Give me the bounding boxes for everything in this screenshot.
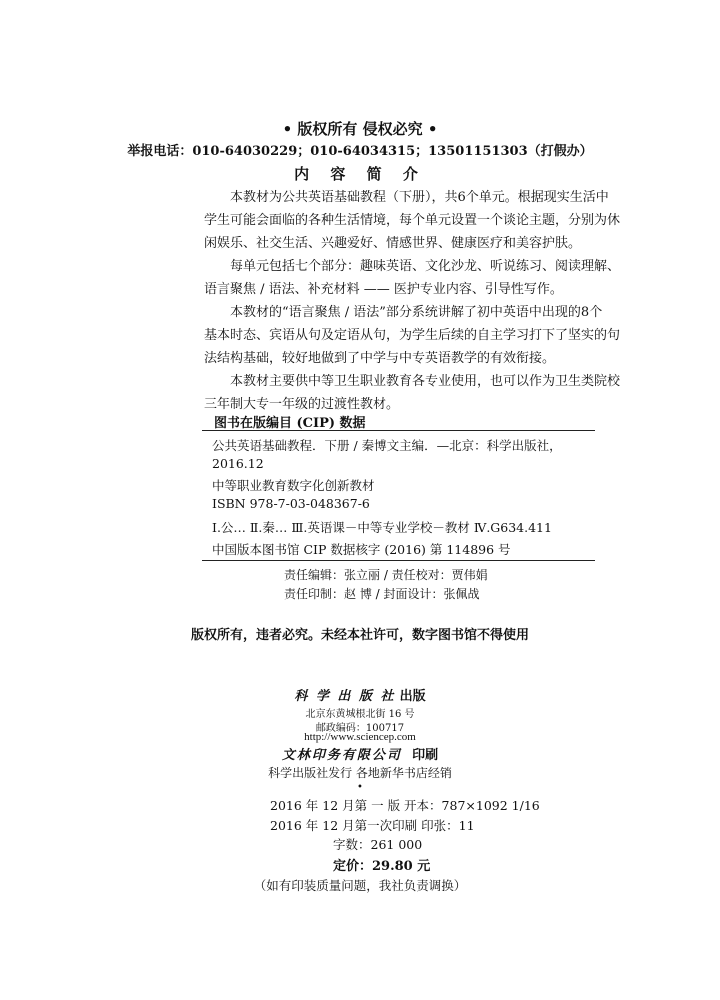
cip-date: 2016.12 [212,456,264,471]
bullet: • [357,782,363,793]
quality-notice: （如有印装质量问题，我社负责调换） [253,878,467,893]
publisher-postcode: 邮政编码：100717 [315,723,405,734]
text-line: 三年制大专一年级的过渡性教材。 [204,397,400,412]
text-line: 本教材的“语言聚焦 / 语法”部分系统讲解了初中英语中出现的8个 [230,305,603,320]
divider [202,560,595,561]
intro-paragraph-3 [204,301,621,370]
cip-title-line: 公共英语基础教程．下册 / 秦博文主编．—北京：科学出版社， [212,438,562,453]
price-value: 29.80 元 [372,859,431,874]
divider [202,430,595,431]
rights-notice: 版权所有，违者必究。未经本社许可，数字图书馆不得使用 [190,628,529,643]
editors-line-2: 责任印制：赵 博 / 封面设计：张佩战 [284,587,480,601]
text-line: 语言聚焦 / 语法、补充材料 —— 医护专业内容、引导性写作。 [204,282,563,297]
price-label: 定价： [333,859,373,874]
intro-title: 内 容 简 介 [294,165,426,183]
publisher-name: 科 学 出 版 社 [294,689,396,704]
cip-heading: 图书在版编目 (CIP) 数据 [214,416,366,431]
edition-line-2: 2016 年 12 月第一次印刷 印张：11 [270,818,475,833]
text-line: 每单元包括七个部分：趣味英语、文化沙龙、听说练习、阅读理解、 [230,259,621,274]
cip-isbn: ISBN 978-7-03-048367-6 [212,496,370,511]
distribution: 科学出版社发行 各地新华书店经销 [268,766,452,780]
publisher-line [0,685,720,704]
printer-line [0,744,720,763]
editors-line-1: 责任编辑：张立丽 / 责任校对：贾伟娟 [284,568,488,582]
word-count: 字数：261 000 [333,837,423,852]
edition-line-1: 2016 年 12 月第 一 版 开本：787×1092 1/16 [270,798,540,813]
intro-paragraph-4 [204,370,621,416]
intro-paragraph-1 [204,186,621,255]
text-line: 法结构基础，较好地做到了中学与中专英语教学的有效衔接。 [204,351,556,366]
printer-name: 文林印务有限公司 [281,748,402,763]
publisher-action: 出版 [399,689,426,704]
text-line: 本教材为公共英语基础教程（下册），共6个单元。根据现实生活中 [230,190,609,205]
text-line: 基本时态、宾语从句及定语从句，为学生后续的自主学习打下了坚实的句 [204,328,621,343]
printer-action: 印刷 [412,748,439,763]
copyright-header: • 版权所有 侵权必究 • [282,120,438,138]
text-line: 闲娱乐、社交生活、兴趣爱好、情感世界、健康医疗和美容护肤。 [204,236,582,251]
publisher-address: 北京东黄城根北街 16 号 [305,709,415,720]
cip-classification: Ⅰ.公… Ⅱ.秦… Ⅲ.英语课－中等专业学校－教材 Ⅳ.G634.411 [212,520,552,535]
intro-paragraph-2 [204,255,621,301]
text-line: 学生可能会面临的各种生活情境，每个单元设置一个谈论主题，分别为休 [204,213,621,228]
cip-record: 中国版本图书馆 CIP 数据核字 (2016) 第 114896 号 [212,542,511,557]
report-hotline: 举报电话：010-64030229；010-64034315；13501151303（打假办） [127,144,593,159]
publisher-website: http://www.sciencep.com [304,731,416,743]
cip-series: 中等职业教育数字化创新教材 [212,478,375,493]
price [333,855,430,874]
text-line: 本教材主要供中等卫生职业教育各专业使用，也可以作为卫生类院校 [230,374,621,389]
